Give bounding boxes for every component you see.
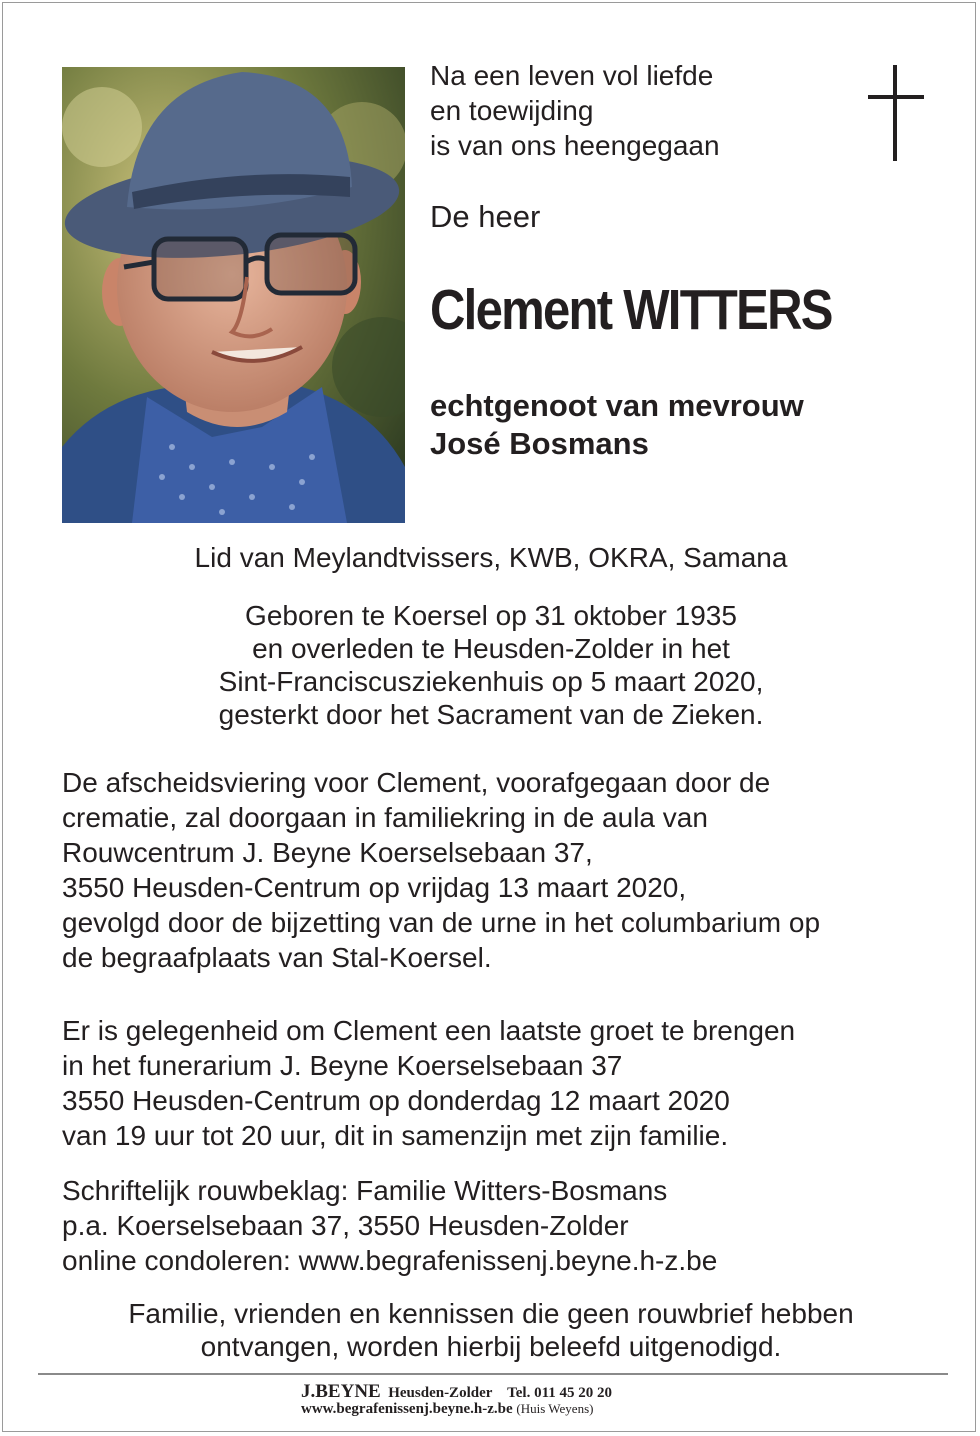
membership-line: Lid van Meylandtvissers, KWB, OKRA, Samana	[194, 542, 788, 573]
spouse-info	[430, 387, 804, 463]
visitation-line: 3550 Heusden-Centrum op donderdag 12 maart 2020	[62, 1085, 730, 1116]
visitation-line: in het funerarium J. Beyne Koerselsebaan 37	[62, 1050, 623, 1081]
condolences-website[interactable]: online condoleren: www.begrafenissenj.beyne.h-z.be	[62, 1245, 718, 1276]
honorific: De heer	[430, 199, 541, 234]
deceased-name: Clement WITTERS	[430, 278, 832, 342]
condolences-info	[62, 1173, 717, 1278]
condolences-line: Schriftelijk rouwbeklag: Familie Witters-Bosmans	[62, 1175, 668, 1206]
spouse-line: José Bosmans	[430, 426, 649, 461]
condolences-line: p.a. Koerselsebaan 37, 3550 Heusden-Zolder	[62, 1210, 629, 1241]
spouse-line: echtgenoot van mevrouw	[430, 388, 804, 423]
invitation-line: ontvangen, worden hierbij beleefd uitgenodigd.	[200, 1331, 782, 1362]
ceremony-line: gevolgd door de bijzetting van de urne in het columbarium op	[62, 907, 821, 938]
portrait-illustration	[62, 67, 405, 523]
intro-text	[430, 58, 720, 163]
visitation-line: Er is gelegenheid om Clement een laatste groet te brengen	[62, 1015, 796, 1046]
birth-death-info	[3, 599, 979, 731]
cross-icon	[868, 65, 924, 168]
birth-death-line: Geboren te Koersel op 31 oktober 1935	[245, 600, 737, 631]
ceremony-line: De afscheidsviering voor Clement, voorafgegaan door de	[62, 767, 771, 798]
funeral-home-website[interactable]: www.begrafenissenj.beyne.h-z.be	[301, 1401, 513, 1417]
invitation-note	[3, 1297, 979, 1363]
footer-divider	[38, 1373, 948, 1375]
funeral-home-house: (Huis Weyens)	[516, 1401, 594, 1416]
birth-death-line: en overleden te Heusden-Zolder in het	[252, 633, 730, 664]
birth-death-line: Sint-Franciscusziekenhuis op 5 maart 2020,	[218, 666, 764, 697]
obituary-card	[2, 2, 976, 1432]
ceremony-line: 3550 Heusden-Centrum op vrijdag 13 maart 2020,	[62, 872, 687, 903]
ceremony-line: Rouwcentrum J. Beyne Koerselsebaan 37,	[62, 837, 593, 868]
membership	[3, 541, 979, 574]
funeral-home-location: Heusden-Zolder	[388, 1385, 493, 1401]
intro-line: en toewijding	[430, 95, 594, 126]
invitation-line: Familie, vrienden en kennissen die geen rouwbrief hebben	[128, 1298, 854, 1329]
visitation-info	[62, 1013, 795, 1153]
ceremony-info	[62, 765, 820, 975]
ceremony-line: de begraafplaats van Stal-Koersel.	[62, 942, 492, 973]
funeral-home-phone[interactable]: Tel. 011 45 20 20	[507, 1385, 613, 1401]
birth-death-line: gesterkt door het Sacrament van de Zieken.	[218, 699, 764, 730]
visitation-line: van 19 uur tot 20 uur, dit in samenzijn met zijn familie.	[62, 1120, 729, 1151]
intro-line: is van ons heengegaan	[430, 130, 720, 161]
intro-line: Na een leven vol liefde	[430, 60, 714, 91]
funeral-home-brand: J.BEYNE	[301, 1381, 381, 1402]
funeral-home-footer	[301, 1381, 612, 1418]
portrait-photo	[62, 67, 405, 523]
ceremony-line: crematie, zal doorgaan in familiekring in de aula van	[62, 802, 708, 833]
